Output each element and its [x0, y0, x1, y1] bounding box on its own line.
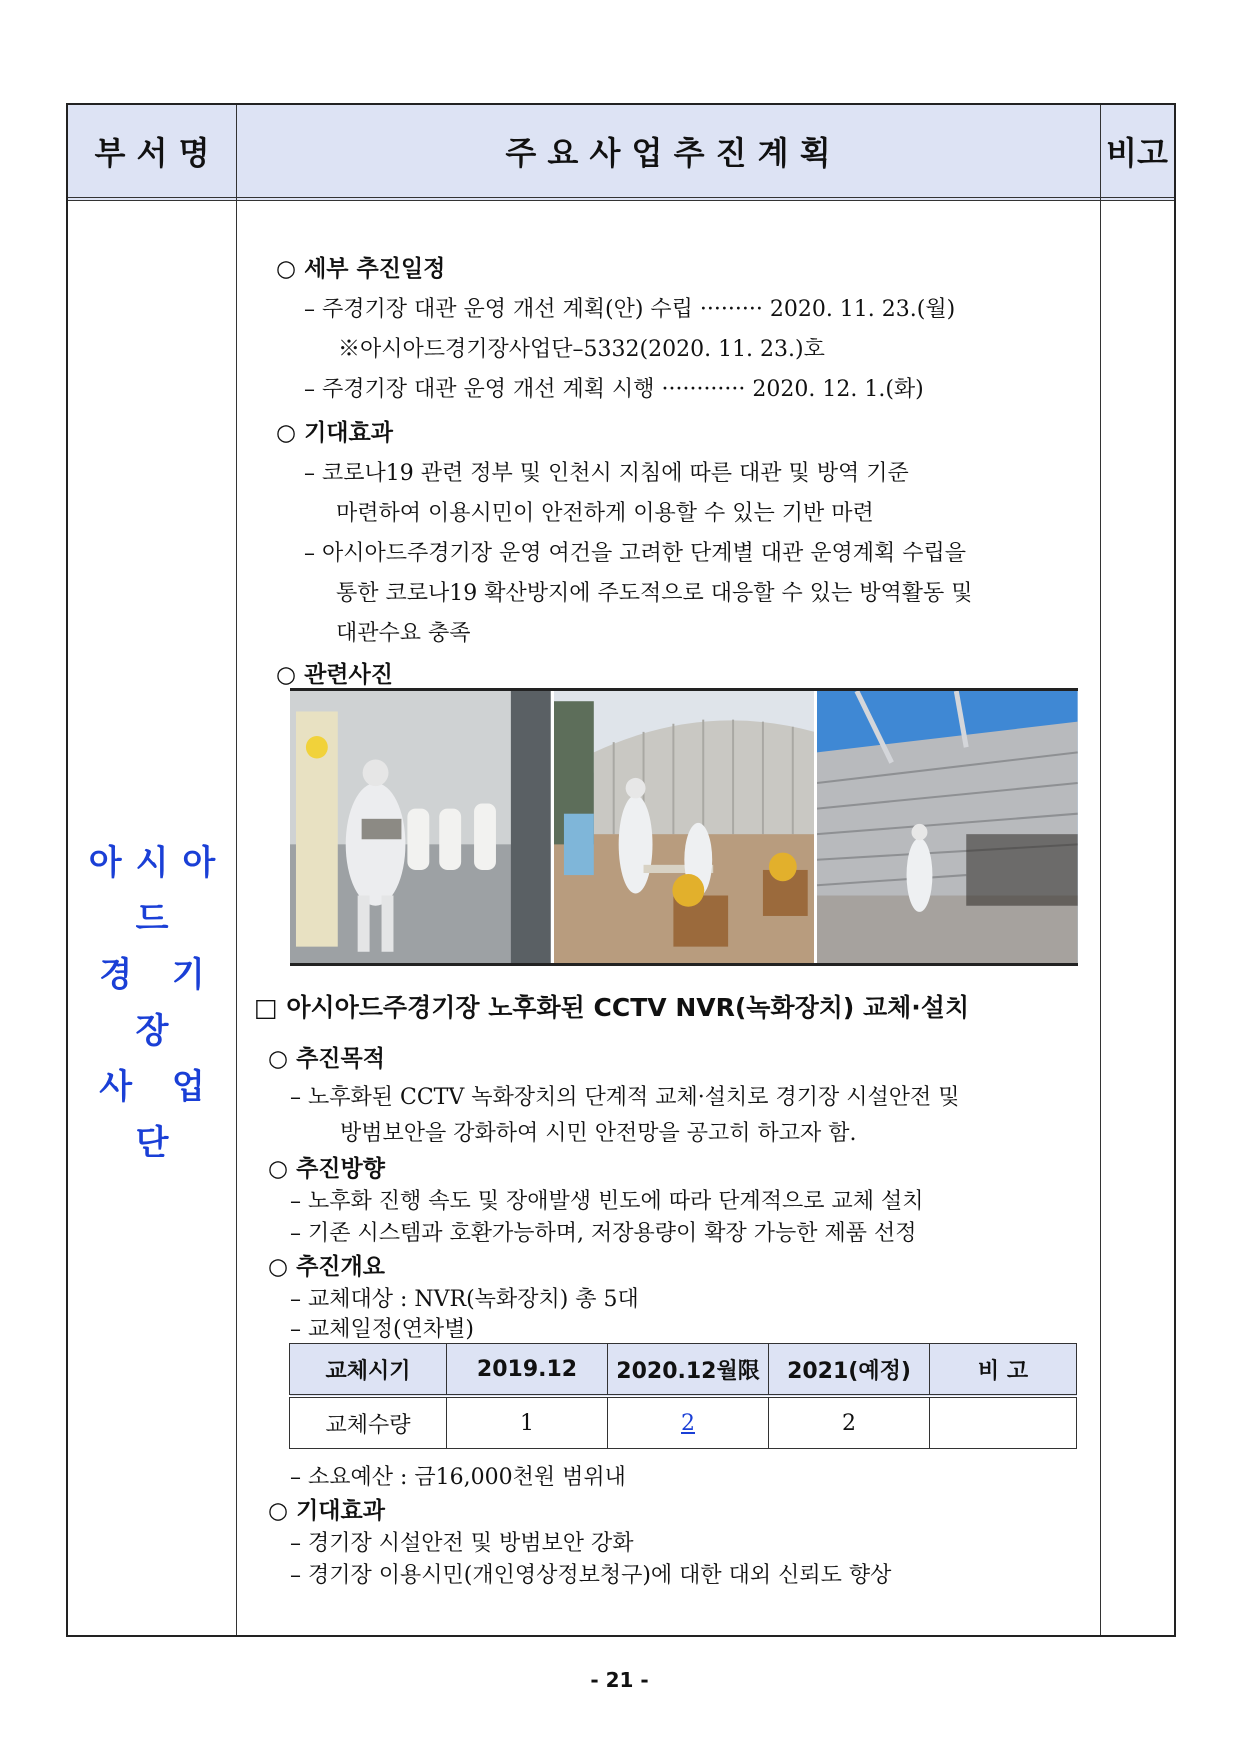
table-row-label: 교체수량	[290, 1396, 447, 1449]
table-header-row	[290, 1344, 1077, 1397]
schedule-line: – 주경기장 대관 운영 개선 계획(안) 수립 ········· 2020. 11. 23.(월)	[304, 297, 956, 322]
schedule-heading: ○ 세부 추진일정	[276, 256, 446, 282]
table-header-cell: 2020.12월限	[608, 1344, 769, 1397]
effect-heading: ○ 기대효과	[276, 420, 393, 446]
table-header-cell: 교체시기	[290, 1344, 447, 1397]
direction-heading: ○ 추진방향	[268, 1156, 385, 1182]
effect-heading: ○ 기대효과	[268, 1498, 385, 1524]
table-cell	[930, 1396, 1077, 1449]
photo-entrance-checkpoint	[554, 691, 815, 963]
overview-line: – 교체대상 : NVR(녹화장치) 총 5대	[290, 1287, 639, 1312]
header-main: 주 요 사 업 추 진 계 획	[505, 134, 831, 172]
department-name: 아시아드 경 기 장 사 업 단	[88, 843, 230, 1163]
effect-line: – 코로나19 관련 정부 및 인천시 지침에 따른 대관 및 방역 기준	[304, 461, 909, 486]
effect-line: – 경기장 이용시민(개인영상정보청구)에 대한 대외 신뢰도 향상	[290, 1563, 892, 1588]
page-number: - 21 -	[590, 1668, 649, 1692]
purpose-line: 방범보안을 강화하여 시민 안전망을 공고히 하고자 함.	[340, 1121, 857, 1146]
schedule-reference: ※아시아드경기장사업단–5332(2020. 11. 23.)호	[338, 337, 825, 362]
photo-heading: ○ 관련사진	[276, 662, 393, 688]
column-divider	[1100, 105, 1101, 1635]
photo-restroom-disinfection	[290, 691, 551, 963]
schedule-line: – 주경기장 대관 운영 개선 계획 시행 ············ 2020. 12. 1.(화)	[304, 377, 924, 402]
overview-line: – 교체일정(연차별)	[290, 1317, 474, 1342]
table-row	[290, 1396, 1077, 1449]
header-dept: 부 서 명	[94, 134, 210, 172]
project-title: □ 아시아드주경기장 노후화된 CCTV NVR(녹화장치) 교체·설치	[254, 993, 970, 1022]
direction-line: – 노후화 진행 속도 및 장애발생 빈도에 따라 단계적으로 교체 설치	[290, 1189, 924, 1214]
table-cell: 2	[769, 1396, 930, 1449]
table-header	[68, 105, 1174, 201]
purpose-heading: ○ 추진목적	[268, 1046, 385, 1072]
table-header-cell: 2019.12	[447, 1344, 608, 1397]
related-photos	[290, 688, 1078, 966]
direction-line: – 기존 시스템과 호환가능하며, 저장용량이 확장 가능한 제품 선정	[290, 1221, 917, 1246]
header-note: 비고	[1106, 134, 1168, 172]
effect-line: 통한 코로나19 확산방지에 주도적으로 대응할 수 있는 방역활동 및	[336, 581, 973, 606]
budget-line: – 소요예산 : 금16,000천원 범위내	[290, 1465, 626, 1490]
effect-line: 마련하여 이용시민이 안전하게 이용할 수 있는 기반 마련	[336, 501, 874, 526]
column-divider	[236, 105, 237, 1635]
effect-line: – 경기장 시설안전 및 방범보안 강화	[290, 1531, 634, 1556]
effect-line: – 아시아드주경기장 운영 여건을 고려한 단계별 대관 운영계획 수립을	[304, 541, 967, 566]
table-header-cell: 비 고	[930, 1344, 1077, 1397]
table-cell: 1	[447, 1396, 608, 1449]
overview-heading: ○ 추진개요	[268, 1254, 385, 1280]
purpose-line: – 노후화된 CCTV 녹화장치의 단계적 교체·설치로 경기장 시설안전 및	[290, 1085, 960, 1110]
replacement-schedule-table	[289, 1343, 1077, 1449]
table-header-cell: 2021(예정)	[769, 1344, 930, 1397]
photo-stand-disinfection	[817, 691, 1078, 963]
quantity-link[interactable]: 2	[681, 1410, 695, 1436]
effect-line: 대관수요 충족	[336, 621, 471, 646]
table-cell	[608, 1396, 769, 1449]
